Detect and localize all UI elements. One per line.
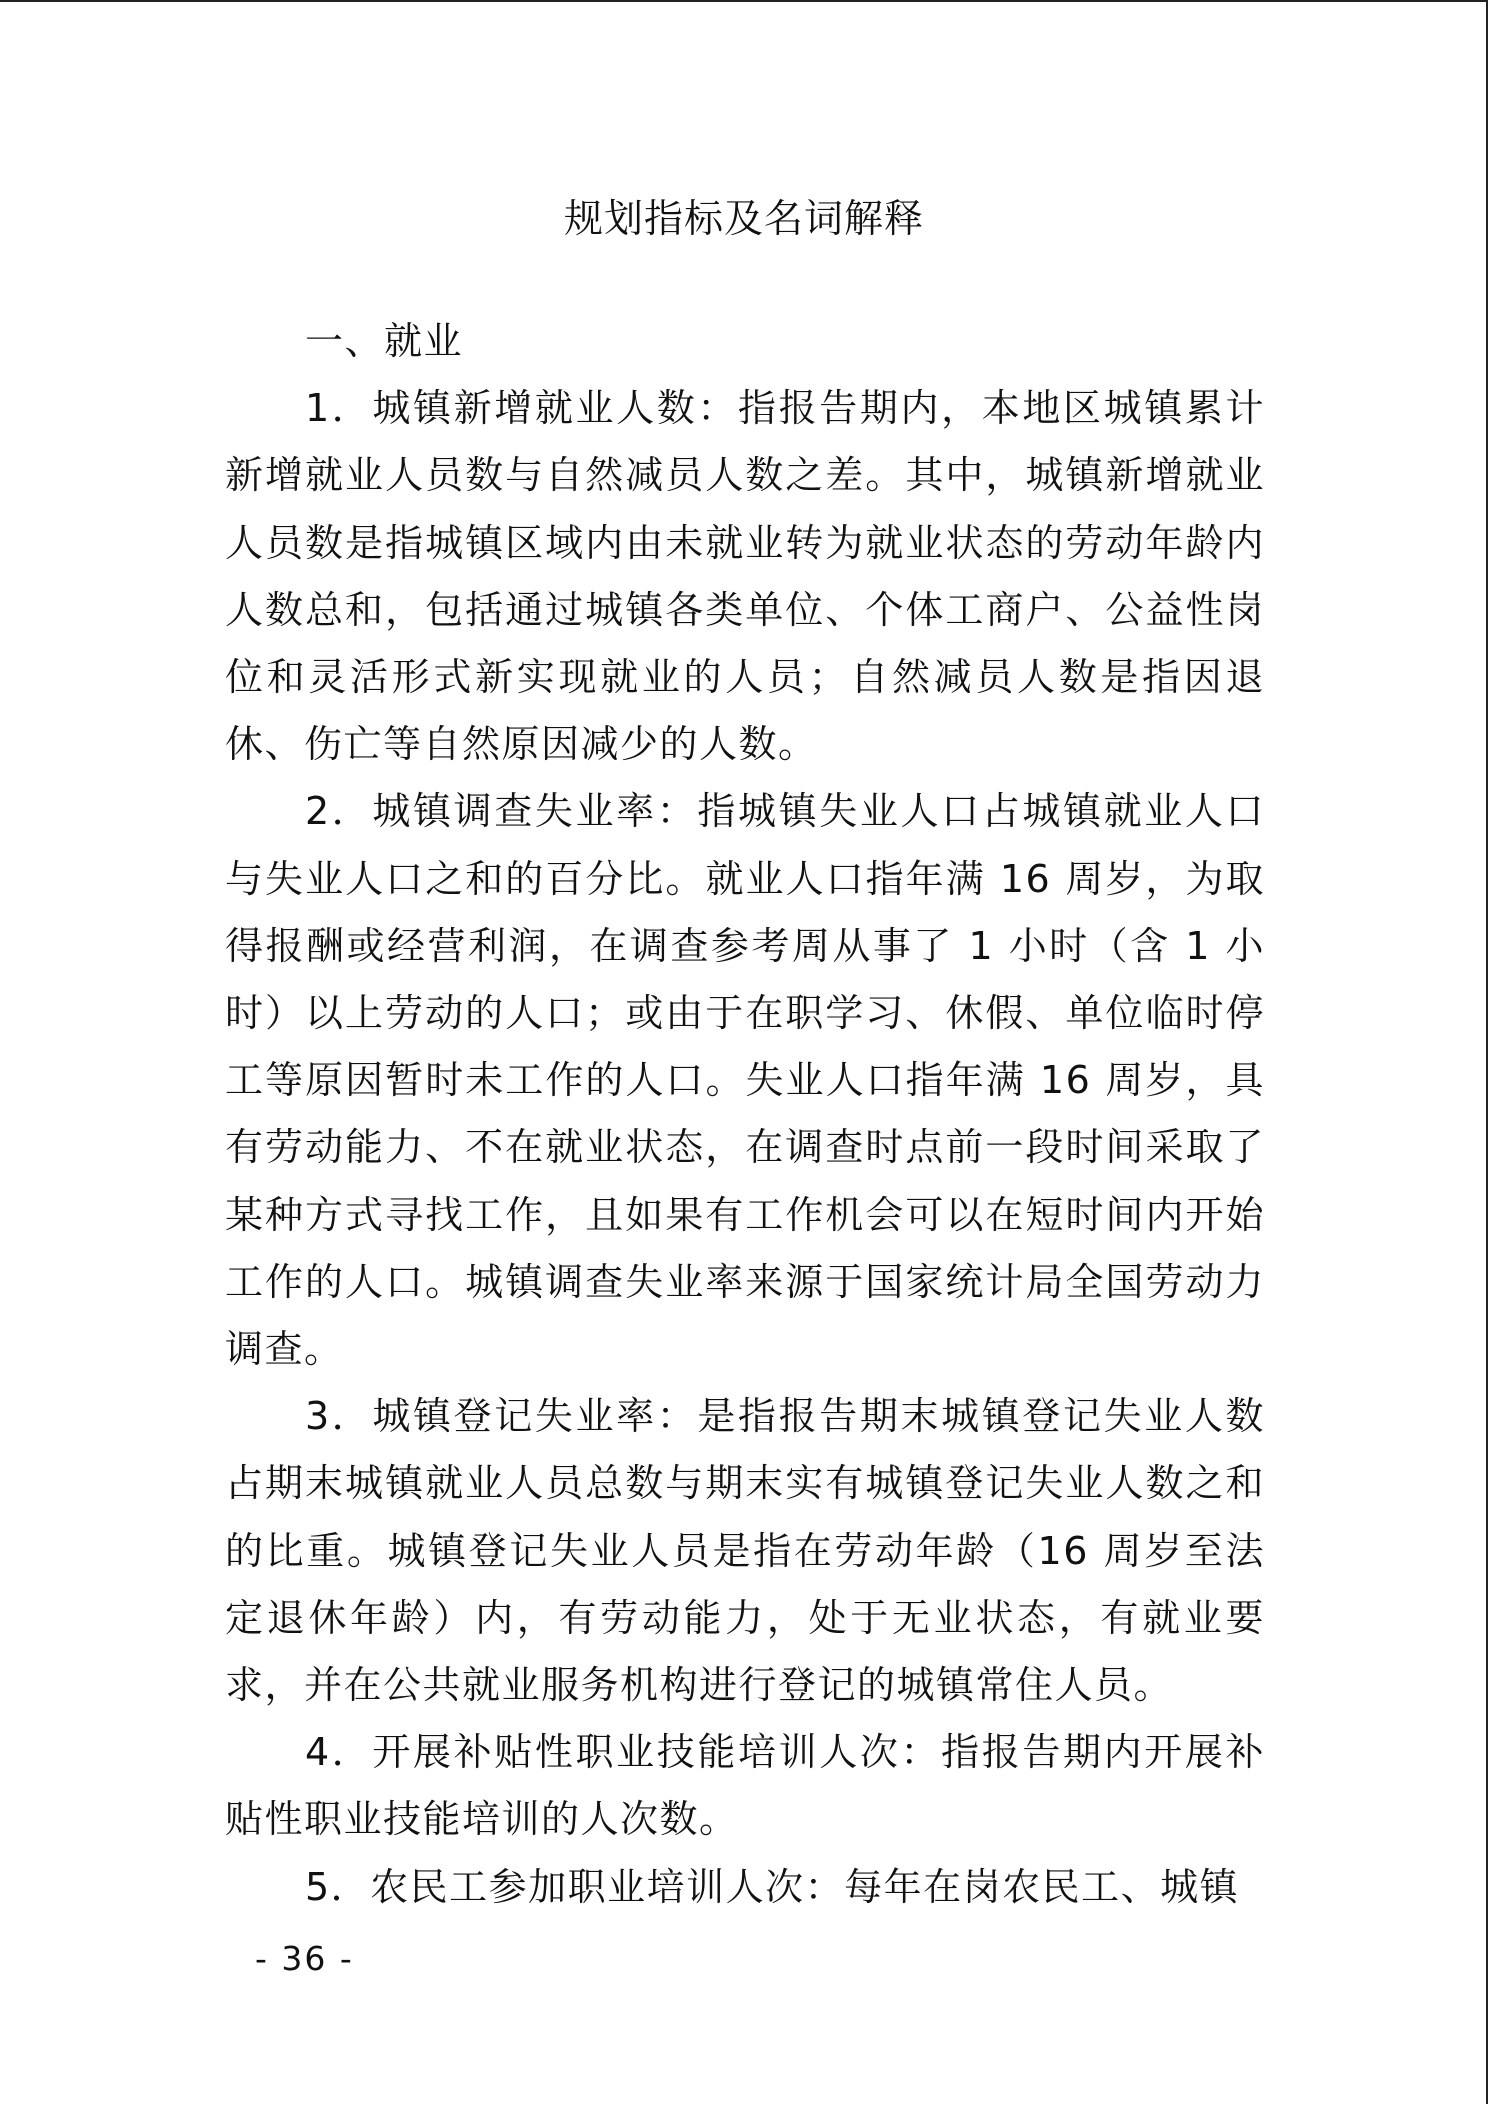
- paragraph-1: 1．城镇新增就业人数：指报告期内，本地区城镇累计新增就业人员数与自然减员人数之差。其中，城镇新增就业人员数是指城镇区域内由未就业转为就业状态的劳动年龄内人数总和，包括通过城镇各类单位、个体工商户、公益性岗位和灵活形式新实现就业的人员；自然减员人数是指因退休、伤亡等自然原因减少的人数。: [225, 386, 1265, 767]
- section-heading: 一、就业: [305, 319, 464, 363]
- page-border-top: [0, 0, 1488, 2]
- page-number: - 36 -: [255, 1939, 354, 1978]
- paragraph-3: 3．城镇登记失业率：是指报告期末城镇登记失业人数占期末城镇就业人员总数与期末实有城镇登记失业人数之和的比重。城镇登记失业人员是指在劳动年龄（16 周岁至法定退休年龄）内，有劳动能力，处于无业状态，有就业要求，并在公共就业服务机构进行登记的城镇常住人员。: [225, 1394, 1265, 1708]
- paragraph-4: 4．开展补贴性职业技能培训人次：指报告期内开展补贴性职业技能培训的人次数。: [225, 1730, 1265, 1842]
- paragraph-5: 5．农民工参加职业培训人次：每年在岗农民工、城镇: [305, 1864, 1240, 1909]
- document-body: [225, 308, 1265, 1921]
- page-title: 规划指标及名词解释: [563, 197, 924, 242]
- paragraph-2: 2．城镇调查失业率：指城镇失业人口占城镇就业人口与失业人口之和的百分比。就业人口指年满 16 周岁，为取得报酬或经营利润，在调查参考周从事了 1 小时（含 1 小时）以上劳动的人口；或由于在职学习、休假、单位临时停工等原因暂时未工作的人口。失业人口指年满 16 周岁，具有劳动能力、不在就业状态，在调查时点前一段时间采取了某种方式寻找工作，且如果有工作机会可以在短时间内开始工作的人口。城镇调查失业率来源于国家统计局全国劳动力调查。: [225, 789, 1265, 1372]
